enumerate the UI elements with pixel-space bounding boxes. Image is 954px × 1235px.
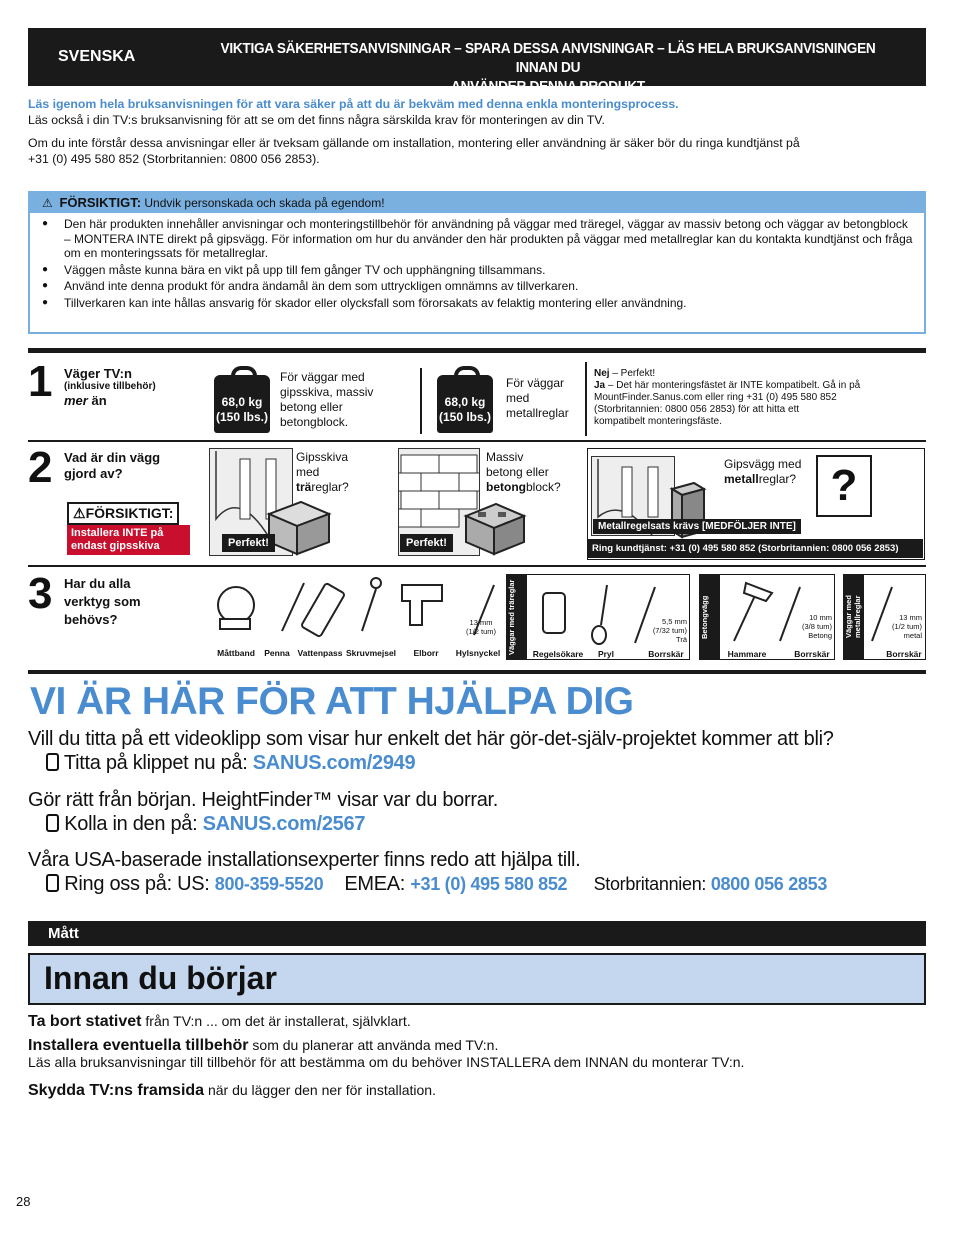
step1-desc-b: [506, 376, 569, 421]
warning-icon: ⚠: [73, 505, 86, 521]
desc-b2: med: [506, 391, 530, 405]
w2-l1: Massiv: [486, 450, 524, 464]
tool-label: Måttband: [217, 648, 255, 658]
w1-l1: Gipsskiva: [296, 450, 349, 464]
caution-list: [30, 213, 924, 310]
header-title-line1: VIKTIGA SÄKERHETSANVISNINGAR – SPARA DESSA ANVISNINGAR – LÄS HELA BRUKSANVISNINGEN INNAN DU: [220, 41, 876, 76]
video-question: Vill du titta på ett videoklipp som visar hur enkelt det här gör-det-själv-projektet kommer att bli?: [28, 728, 834, 750]
weight-a: 68,0 kg: [221, 395, 263, 409]
question-icon: ?: [816, 455, 872, 517]
ja-text1: – Det här monteringsfästet är INTE kompatibelt. Gå in på: [605, 380, 861, 391]
step3-question: [64, 575, 141, 629]
section-rule: [28, 565, 926, 567]
caution-box: [28, 191, 926, 334]
tool-icons: [212, 575, 502, 645]
wood-stud-tools-box: [506, 574, 690, 660]
req1-bold: Ta bort stativet: [28, 1013, 142, 1030]
caution-label-2: [67, 502, 179, 525]
intro-line3: Om du inte förstår dessa anvisningar eller är tveksam gällande om installation, montering eller användning är säker bör du ringa kundtjänst på: [28, 136, 800, 150]
tool-label: Penna: [264, 648, 290, 658]
us-phone-link[interactable]: 800-359-5520: [214, 874, 324, 894]
intro-line2: Läs också i din TV:s bruksanvisning för att se om det finns några särskilda krav för monteringen av din TV.: [28, 112, 605, 127]
w1-l3: reglar?: [311, 480, 349, 494]
weight-icon-b: [437, 375, 493, 433]
step1-question: [64, 366, 156, 408]
intro-line1: Läs igenom hela bruksanvisningen för att vara säker på att du är bekväm med denna enkla monteringsprocess.: [28, 97, 679, 111]
header-bar: [28, 28, 926, 95]
desc-b1: För väggar: [506, 376, 565, 390]
concrete-bit3: Betong: [808, 631, 832, 640]
tool-label: Regelsökare: [532, 649, 584, 659]
desc-a1: För väggar med: [280, 370, 365, 384]
section-rule: [28, 670, 926, 674]
step3-q3: behövs?: [64, 612, 118, 627]
warn-box: [67, 525, 190, 555]
req3-bold: Skydda TV:ns framsida: [28, 1082, 205, 1099]
step3-q1: Har du alla: [64, 576, 131, 591]
language-label: SVENSKA: [58, 48, 136, 65]
help-heightfinder: [28, 788, 498, 836]
tool-label: Borrskär: [794, 649, 830, 659]
tools-svg: [212, 575, 502, 645]
help-video: [28, 727, 834, 775]
step1-mer: mer: [64, 393, 88, 408]
concrete-block-icon: [462, 500, 528, 556]
w2-l2: betong eller: [486, 465, 549, 479]
list-item: ● Använd inte denna produkt för andra ändamål än dem som uttryckligen omnämns av tillverkaren.: [42, 279, 914, 294]
video-link[interactable]: SANUS.com/2949: [252, 752, 416, 774]
perfect-tag-2: Perfekt!: [400, 534, 453, 552]
desc-a2: gipsskiva, massiv: [280, 385, 374, 399]
tool-label: Vattenpass: [297, 648, 343, 658]
step2-q2: gjord av?: [64, 466, 123, 481]
concrete-label: Betongvägg: [700, 575, 720, 659]
divider: [585, 362, 587, 436]
metal-stud-panel: [587, 448, 925, 560]
concrete-bit-size: [794, 613, 832, 640]
weight-b-lbs: (150 lbs.): [438, 410, 492, 424]
socket-size: [466, 618, 496, 636]
wall1-label: [296, 450, 349, 495]
metal-bit1: 13 mm: [899, 613, 922, 622]
list-item: ● Väggen måste kunna bära en vikt på upp till fem gånger TV och upphängning tillsammans.: [42, 263, 914, 278]
metal-stud-label: Väggar med metallreglar: [844, 575, 864, 659]
req-protect-screen: [28, 1081, 436, 1100]
metal-bit2: (1/2 tum): [891, 622, 922, 631]
ja-text4: kompatibelt monteringsfäste.: [594, 416, 722, 427]
weight-b: 68,0 kg: [444, 395, 486, 409]
tool-label: Elborr: [413, 648, 439, 658]
perfect-tag-1: Perfekt!: [222, 534, 275, 552]
step1-an: än: [87, 393, 107, 408]
step2-q1: Vad är din vägg: [64, 450, 161, 465]
nej-label: Nej: [594, 368, 610, 379]
step3-q2: verktyg som: [64, 594, 141, 609]
innan-heading: Innan du börjar: [28, 953, 926, 1005]
wood-stud-label: Väggar med träreglar: [507, 575, 527, 659]
header-title: [200, 40, 896, 97]
wood-block-svg: [265, 498, 333, 556]
nej-text: – Perfekt!: [609, 368, 656, 379]
weight-icon-a: [214, 375, 270, 433]
page-number: 28: [16, 1194, 31, 1209]
metal-stud-tools-box: [843, 574, 926, 660]
experts-text: Våra USA-baserade installationsexperter finns redo att hjälpa till.: [28, 849, 581, 871]
step1-number: 1: [28, 357, 53, 406]
w2-bold: betong: [486, 480, 526, 494]
ja-text3: (Storbritannien: 0800 056 2853) för att hitta ett: [594, 404, 800, 415]
intro-line4: +31 (0) 495 580 852 (Storbritannien: 0800 056 2853).: [28, 151, 320, 166]
caution-label: FÖRSIKTIGT:: [59, 195, 142, 210]
wood-block-icon: [265, 498, 333, 556]
step2-number: 2: [28, 443, 53, 492]
req-remove-stand: [28, 1012, 411, 1031]
warn-box1: Installera INTE på: [71, 527, 164, 539]
intro-support: [28, 136, 926, 167]
caution-text: Undvik personskada och skada på egendom!: [144, 196, 385, 210]
list-item: ● Den här produkten innehåller anvisningar och monteringstillbehör för användning på väggar med träregel, väggar av massiv betong och väggar av betongblock – MONTERA INTE direkt på gipsvägg. För information om hur du använder den här produkten på väggar med metallreglar kan du kontakta kundtjänst och fråga om en monteringssats för metallreglar.: [42, 217, 914, 261]
req2-bold: Installera eventuella tillbehör: [28, 1037, 249, 1054]
phone-icon: [46, 874, 59, 892]
req1-text: från TV:n ... om det är installerat, självklart.: [141, 1013, 411, 1029]
caution-bar: [30, 193, 924, 213]
req2-sub: Läs alla bruksanvisningar till tillbehör för att bestämma om du behöver INSTALLERA dem INNAN du monterar TV:n.: [28, 1054, 745, 1070]
req3-text: när du lägger den ner för installation.: [204, 1082, 436, 1098]
hf-answer: Kolla in den på:: [64, 813, 203, 835]
tool-label: Pryl: [597, 649, 615, 659]
help-title: VI ÄR HÄR FÖR ATT HJÄLPA DIG: [30, 680, 634, 723]
section-rule: [28, 348, 926, 353]
w3-bold: metall: [724, 472, 759, 486]
w1-l2: med: [296, 465, 320, 479]
emea-phone-link[interactable]: +31 (0) 495 580 852: [410, 874, 568, 894]
uk-phone-link[interactable]: 0800 056 2853: [710, 874, 828, 894]
req2-text: som du planerar att använda med TV:n.: [248, 1037, 499, 1053]
header-title-line2: ANVÄNDER DENNA PRODUKT: [451, 79, 645, 95]
step1-q2: (inklusive tillbehör): [64, 381, 156, 392]
emea-label: EMEA:: [344, 873, 411, 895]
metal-kit-tag: Metallregelsats krävs [MEDFÖLJER INTE]: [593, 519, 801, 534]
w3-l2: reglar?: [758, 472, 797, 486]
warn-box2: endast gipsskiva: [71, 540, 160, 552]
wall2-label: [486, 450, 561, 495]
step2-question: [64, 450, 160, 482]
tool-label: Hammare: [727, 649, 767, 659]
wood-bit-size: [645, 617, 687, 644]
wood-bit2: (7/32 tum): [652, 626, 687, 635]
list-item: ● Tillverkaren kan inte hållas ansvarig för skador eller olycksfall som förorsakats av felaktig montering eller användning.: [42, 296, 914, 311]
video-answer: Titta på klippet nu på:: [63, 752, 253, 774]
desc-a3: betong eller: [280, 400, 343, 414]
socket1: 13 mm: [469, 618, 493, 627]
w2-l3: block?: [526, 480, 561, 494]
weight-a-lbs: (150 lbs.): [215, 410, 269, 424]
metal-bit3: metal: [903, 631, 922, 640]
tool-label: Hylsnyckel: [455, 648, 501, 658]
desc-b3: metallreglar: [506, 406, 569, 420]
uk-label: Storbritannien:: [593, 874, 711, 894]
wood-bit3: Trä: [676, 635, 687, 644]
help-experts: [28, 848, 827, 896]
metal-bit-size: [884, 613, 922, 640]
step2-warn: FÖRSIKTIGT:: [85, 505, 174, 521]
req-accessories: [28, 1036, 744, 1070]
step1-q1: Väger TV:n: [64, 366, 132, 381]
warning-icon: ⚠: [42, 196, 53, 210]
hf-question: Gör rätt från början. HeightFinder™ visar var du borrar.: [28, 789, 499, 811]
call-us-label: Ring oss på: US:: [64, 873, 215, 895]
step3-number: 3: [28, 569, 53, 618]
tool-label: Skruvmejsel: [345, 648, 397, 658]
desc-a4: betongblock.: [280, 415, 349, 429]
socket2: (1/2 tum): [466, 627, 497, 636]
hf-link[interactable]: SANUS.com/2567: [202, 813, 366, 835]
w3-l1: Gipsvägg med: [724, 457, 802, 471]
concrete-bit2: (3/8 tum): [801, 622, 832, 631]
phone-icon: [46, 814, 59, 832]
w1-bold: trä: [296, 480, 312, 494]
section-rule: [28, 440, 926, 442]
wood-bit1: 5,5 mm: [661, 617, 687, 626]
wall3-label: [724, 457, 801, 487]
ja-text2: MountFinder.Sanus.com eller ring +31 (0) 495 580 852: [594, 392, 837, 403]
phone-icon: [46, 753, 59, 771]
matt-bar: Mått: [28, 921, 926, 946]
tool-label: Borrskär: [886, 649, 922, 659]
concrete-tools-box: [699, 574, 835, 660]
ja-label: Ja: [594, 380, 606, 391]
concrete-bit1: 10 mm: [809, 613, 832, 622]
intro-text: [28, 97, 926, 128]
tool-label: Borrskär: [648, 649, 684, 659]
call-support-bar: Ring kundtjänst: +31 (0) 495 580 852 (Storbritannien: 0800 056 2853): [588, 539, 923, 558]
concrete-block-svg: [462, 500, 528, 556]
divider: [420, 368, 422, 434]
step1-answers: [594, 368, 924, 428]
step1-desc-a: [280, 370, 373, 430]
